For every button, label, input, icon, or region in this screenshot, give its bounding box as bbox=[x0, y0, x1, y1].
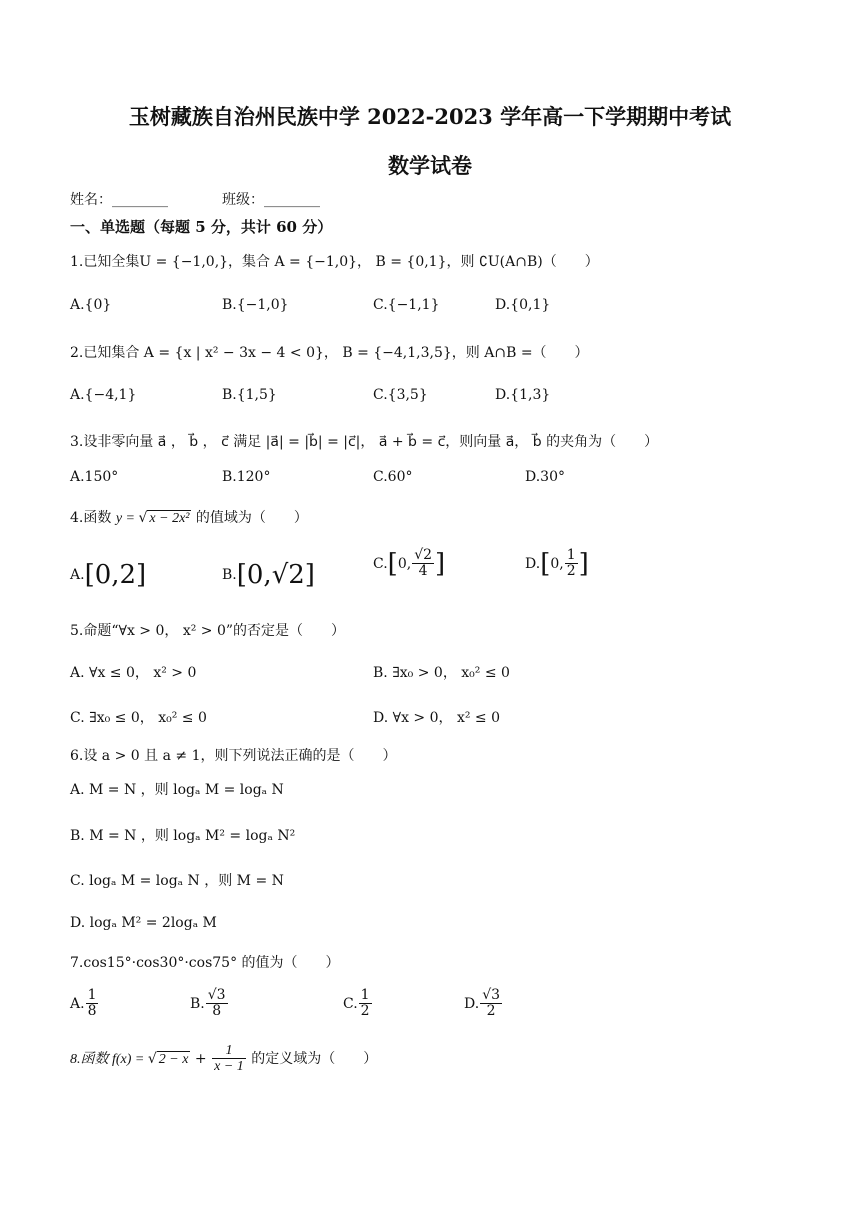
q7-option-b bbox=[190, 988, 229, 1020]
q8-stem-suffix: 的定义域为（ ） bbox=[246, 1050, 378, 1067]
question-1-stem: 1.已知全集U = {−1,0,}，集合 A = {−1,0}， B = {0,1}，则 ∁U(A∩B)（ ） bbox=[70, 254, 599, 270]
q8-stem-prefix: 8.函数 f(x) = bbox=[70, 1051, 148, 1067]
q7-d-num: √3 bbox=[482, 987, 501, 1003]
q4-option-a-label: A. bbox=[70, 567, 85, 583]
q8-radical: 2 − x bbox=[158, 1051, 189, 1067]
q7-option-a bbox=[70, 988, 99, 1020]
q4-option-c-label: C. bbox=[373, 555, 388, 572]
question-3-stem: 3.设非零向量 a⃗ ， b⃗ ， c⃗ 满足 |a⃗| = |b⃗| = |c⃗|， a⃗ + b⃗ = c⃗，则向量 a⃗， b⃗ 的夹角为（ ） bbox=[70, 434, 659, 450]
q5-option-a: A. ∀x ≤ 0， x² > 0 bbox=[70, 665, 197, 681]
question-5-stem: 5.命题“∀x > 0， x² > 0”的否定是（ ） bbox=[70, 623, 346, 639]
q1-option-a: A.{0} bbox=[70, 297, 112, 313]
q4-option-b-value: [0,√2] bbox=[236, 560, 315, 590]
q7-option-b-label: B. bbox=[190, 995, 205, 1012]
q4-option-a-value: [0,2] bbox=[84, 560, 147, 590]
q5-option-c: C. ∃x₀ ≤ 0， x₀² ≤ 0 bbox=[70, 710, 207, 726]
q4-d-den: 2 bbox=[566, 563, 576, 580]
q7-option-a-label: A. bbox=[70, 995, 85, 1012]
name-field-label: 姓名：________ bbox=[70, 192, 168, 208]
question-7-stem: 7.cos15°·cos30°·cos75° 的值为（ ） bbox=[70, 955, 340, 971]
q7-option-d bbox=[464, 988, 503, 1020]
q5-option-b: B. ∃x₀ > 0， x₀² ≤ 0 bbox=[373, 665, 510, 681]
page-title: 玉树藏族自治州民族中学 2022-2023 学年高一下学期期中考试 bbox=[128, 104, 732, 129]
q8-frac-den: x − 1 bbox=[214, 1059, 244, 1075]
q3-option-b: B.120° bbox=[222, 469, 271, 485]
q2-option-c: C.{3,5} bbox=[373, 387, 428, 403]
question-2-stem: 2.已知集合 A = {x | x² − 3x − 4 < 0}， B = {−4,1,3,5}，则 A∩B =（ ） bbox=[70, 345, 589, 361]
q3-option-d: D.30° bbox=[525, 469, 565, 485]
q4-stem-suffix: 的值域为（ ） bbox=[191, 510, 308, 526]
q4-option-d: D.[0, $\frac{1}{2}$ ] bbox=[525, 547, 589, 580]
q1-option-c: C.{−1,1} bbox=[373, 297, 440, 313]
q7-d-den: 2 bbox=[486, 1003, 496, 1020]
class-field-label: 班级：________ bbox=[222, 192, 320, 208]
q2-option-b: B.{1,5} bbox=[222, 387, 277, 403]
q4-c-num: √2 bbox=[414, 547, 433, 563]
q3-option-c: C.60° bbox=[373, 469, 413, 485]
q4-c-den: 4 bbox=[418, 563, 428, 580]
q6-option-a: A. M = N ，则 logₐ M = logₐ N bbox=[70, 782, 284, 798]
q4-d-num: 1 bbox=[566, 547, 576, 563]
q2-option-d: D.{1,3} bbox=[495, 387, 551, 403]
q4-radicand: x − 2x² bbox=[149, 511, 190, 526]
page-subtitle: 数学试卷 bbox=[388, 153, 472, 178]
q7-option-d-label: D. bbox=[464, 995, 480, 1012]
question-6-stem: 6.设 a > 0 且 a ≠ 1，则下列说法正确的是（ ） bbox=[70, 748, 397, 764]
q7-b-num: √3 bbox=[207, 987, 226, 1003]
q4-option-a bbox=[70, 560, 146, 590]
q7-option-c bbox=[343, 988, 373, 1020]
q4-option-b bbox=[222, 560, 315, 590]
q2-option-a: A.{−4,1} bbox=[70, 387, 137, 403]
question-8-stem: 8.函数 f(x) = √ 2 − x + $\frac{1}{x - 1}$ 的定义域为（ ） bbox=[70, 1043, 378, 1075]
q3-option-a: A.150° bbox=[70, 469, 119, 485]
q1-option-b: B.{−1,0} bbox=[222, 297, 289, 313]
q4-option-b-label: B. bbox=[222, 567, 237, 583]
question-4-stem: 4.函数 y = √ x − 2x² 的值域为（ ） bbox=[70, 510, 308, 526]
q7-a-den: 8 bbox=[87, 1003, 97, 1020]
q8-frac-num: 1 bbox=[212, 1043, 246, 1059]
q5-option-d: D. ∀x > 0， x² ≤ 0 bbox=[373, 710, 501, 726]
q7-c-num: 1 bbox=[360, 987, 370, 1003]
q4-option-d-label: D. bbox=[525, 555, 541, 572]
q6-option-d: D. logₐ M² = 2logₐ M bbox=[70, 915, 217, 931]
q4-stem-prefix: 4.函数 bbox=[70, 510, 112, 526]
q1-option-d: D.{0,1} bbox=[495, 297, 551, 313]
q7-option-c-label: C. bbox=[343, 995, 358, 1012]
q4-func-lhs: y = bbox=[115, 511, 139, 526]
q6-option-c: C. logₐ M = logₐ N ，则 M = N bbox=[70, 873, 284, 889]
q7-a-num: 1 bbox=[87, 987, 97, 1003]
q6-option-b: B. M = N ，则 logₐ M² = logₐ N² bbox=[70, 828, 296, 844]
section-heading: 一、单选题（每题 5 分，共计 60 分） bbox=[70, 218, 333, 236]
q7-b-den: 8 bbox=[212, 1003, 222, 1020]
q4-option-c: C.[0, $\frac{√2}{4}$ ] bbox=[373, 547, 446, 580]
q7-c-den: 2 bbox=[360, 1003, 370, 1020]
q8-plus: + bbox=[190, 1050, 212, 1067]
